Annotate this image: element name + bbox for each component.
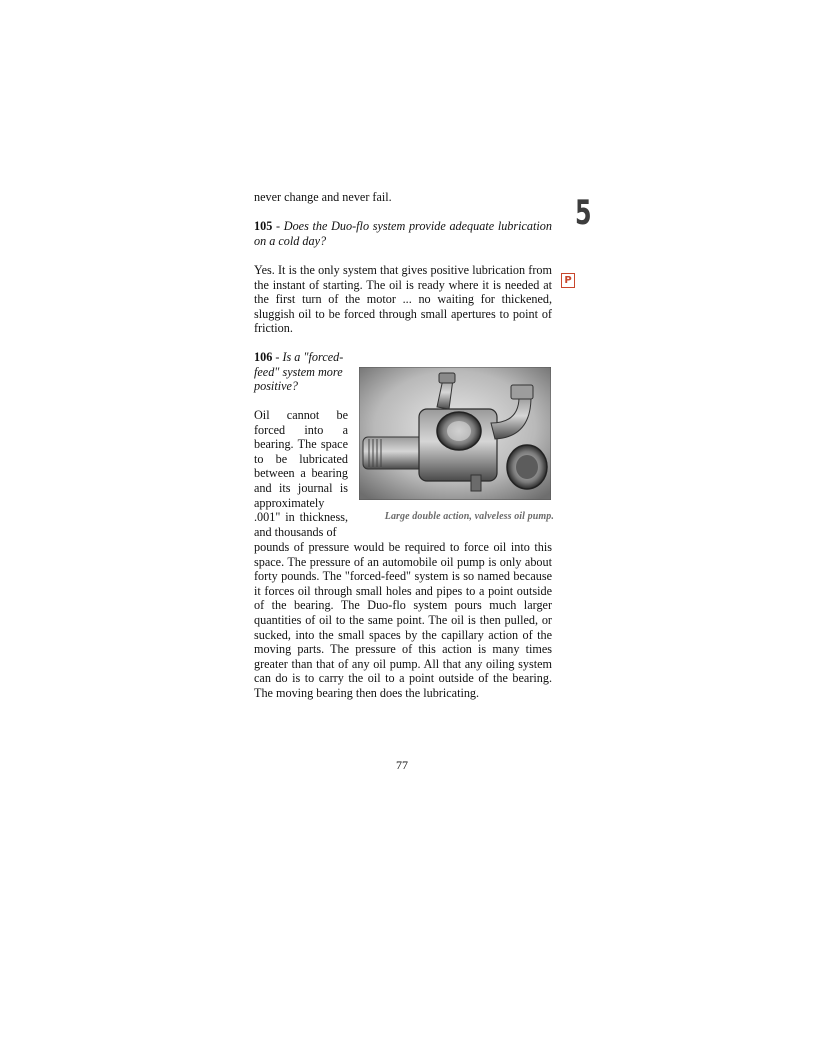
question-106 (254, 350, 348, 394)
question-105 (254, 219, 552, 248)
question-106-number: 106 (254, 350, 273, 364)
question-106-text: Is a "forced-feed" system more positive? (254, 350, 344, 394)
answer-106-full (254, 540, 552, 701)
intro-line (254, 190, 552, 205)
answer-106-side-text: Oil cannot be forced into a bearing. The space to be lubricated between a bearing and its journal is approximately .001" in thickness, and thousands of (254, 408, 348, 539)
question-106-separator: - (272, 350, 283, 364)
answer-105-text: Yes. It is the only system that gives positive lubrication from the instant of starting. The oil is ready where it is needed at the first turn of the motor ... no waiting for thickened, sluggish oil to be forced through small apertures to point of friction. (254, 263, 552, 336)
pump-shaft (363, 437, 425, 469)
intro-text: never change and never fail. (254, 190, 392, 204)
answer-105 (254, 263, 552, 336)
page-number: 77 (396, 758, 408, 772)
question-105-separator: - (272, 219, 284, 233)
oil-pump-photo (359, 367, 551, 500)
question-105-text: Does the Duo-flo system provide adequate lubrication on a cold day? (254, 219, 552, 248)
answer-106-full-text: pounds of pressure would be required to force oil into this space. The pressure of an automobile oil pump is only about forty pounds. The "forced-feed" system is so named because it forces oil through small holes and pipes to a point outside of the bearing. The Duo-flo system pours much larger quantities of oil to the same point. The oil is then pulled, or sucked, into the small spaces by the capillary action of the moving parts. The pressure of this action is many times greater than that of any oil pump. All that any oiling system can do is to carry the oil to a point outside of the bearing. The moving bearing then does the lubricating. (254, 540, 552, 700)
chapter-number: 5 (575, 193, 592, 233)
photo-caption: Large double action, valveless oil pump. (384, 511, 554, 522)
p-marker-icon: P (561, 273, 575, 288)
question-105-number: 105 (254, 219, 273, 233)
answer-106-side (254, 408, 348, 539)
